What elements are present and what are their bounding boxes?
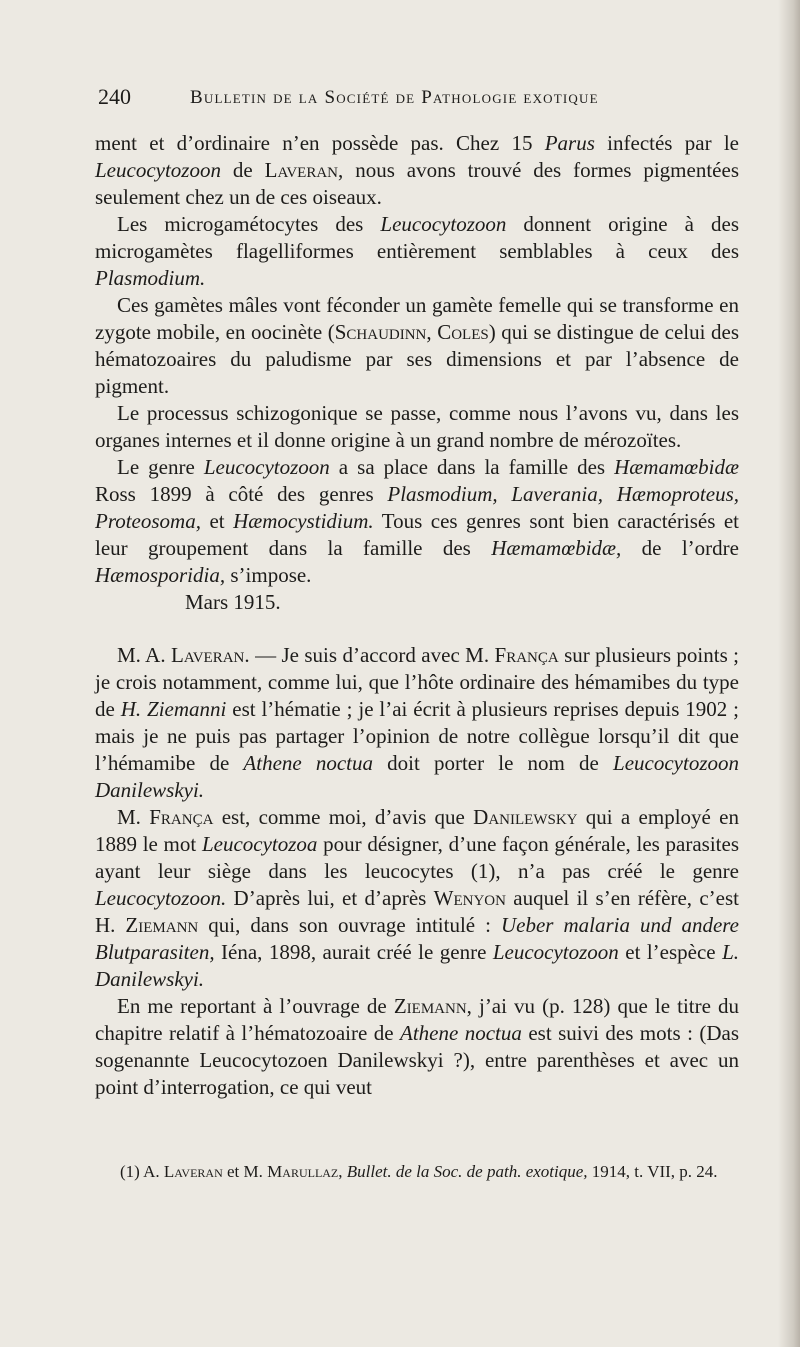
paragraph: Le processus schizogonique se passe, comme nous l’avons vu, dans les organes internes et il donne origine à un grand nombre de mérozoïtes. (95, 401, 739, 452)
footnote (98, 1160, 738, 1183)
paragraph: Ces gamètes mâles vont féconder un gamète femelle qui se transforme en zygote mobile, en oocinète (Schaudinn, Coles) qui se distingue de celui des hématozoaires du paludisme par ses dimensions et par l’absence de pigment. (95, 293, 740, 398)
article-body (95, 130, 739, 1101)
section-gap (95, 616, 739, 642)
paragraph: En me reportant à l’ouvrage de Ziemann, j’ai vu (p. 128) que le titre du chapitre relatif à l’hématozoaire de Athene noctua est suivi des mots : (Das sogenannte Leucocytozoen Danilewskyi ?), entre parenthèses et avec un point d’interrogation, ce qui veut (95, 994, 739, 1099)
date-line: Mars 1915. (185, 590, 281, 614)
page-edge-shadow (778, 0, 800, 1347)
paragraph: Le genre Leucocytozoon a sa place dans la famille des Hæmamœbidæ Ross 1899 à côté des genres Plasmodium, Laverania, Hæmoproteus, Proteosoma, et Hæmocystidium. Tous ces genres sont bien caractérisés et leur groupement dans la famille des Hæmamœbidæ, de l’ordre Hæmosporidia, s’impose. (95, 455, 740, 587)
page-number: 240 (98, 84, 131, 109)
footnote-text: (1) A. Laveran et M. Marullaz, Bullet. de la Soc. de path. exotique, 1914, t. VII, p. 24. (120, 1162, 718, 1181)
running-title: Bulletin de la Société de Pathologie exotique (190, 87, 599, 108)
running-header (98, 84, 748, 114)
paragraph: M. França est, comme moi, d’avis que Danilewsky qui a employé en 1889 le mot Leucocytozoa pour désigner, d’une façon générale, les parasites ayant leur siège dans les leucocytes (1), n’a pas créé le genre Leucocytozoon. D’après lui, et d’après Wenyon auquel il s’en réfère, c’est H. Ziemann qui, dans son ouvrage intitulé : Ueber malaria und andere Blutparasiten, Iéna, 1898, aurait créé le genre Leucocytozoon et l’espèce L. Danilewskyi. (95, 805, 739, 991)
paragraph: M. A. Laveran. — Je suis d’accord avec M. França sur plusieurs points ; je crois notamment, comme lui, que l’hôte ordinaire des hémamibes du type de H. Ziemanni est l’hématie ; je l’ai écrit à plusieurs reprises depuis 1902 ; mais je ne puis pas partager l’opinion de notre collègue lorsqu’il dit que l’hémamibe de Athene noctua doit porter le nom de Leucocytozoon Danilewskyi. (95, 643, 740, 802)
paragraph: ment et d’ordinaire n’en possède pas. Chez 15 Parus infectés par le Leucocytozoon de Laveran, nous avons trouvé des formes pigmentées seulement chez un de ces oiseaux. (95, 131, 739, 209)
paragraph: Les microgamétocytes des Leucocytozoon donnent origine à des microgamètes flagelliformes entièrement semblables à ceux des Plasmodium. (95, 212, 739, 290)
